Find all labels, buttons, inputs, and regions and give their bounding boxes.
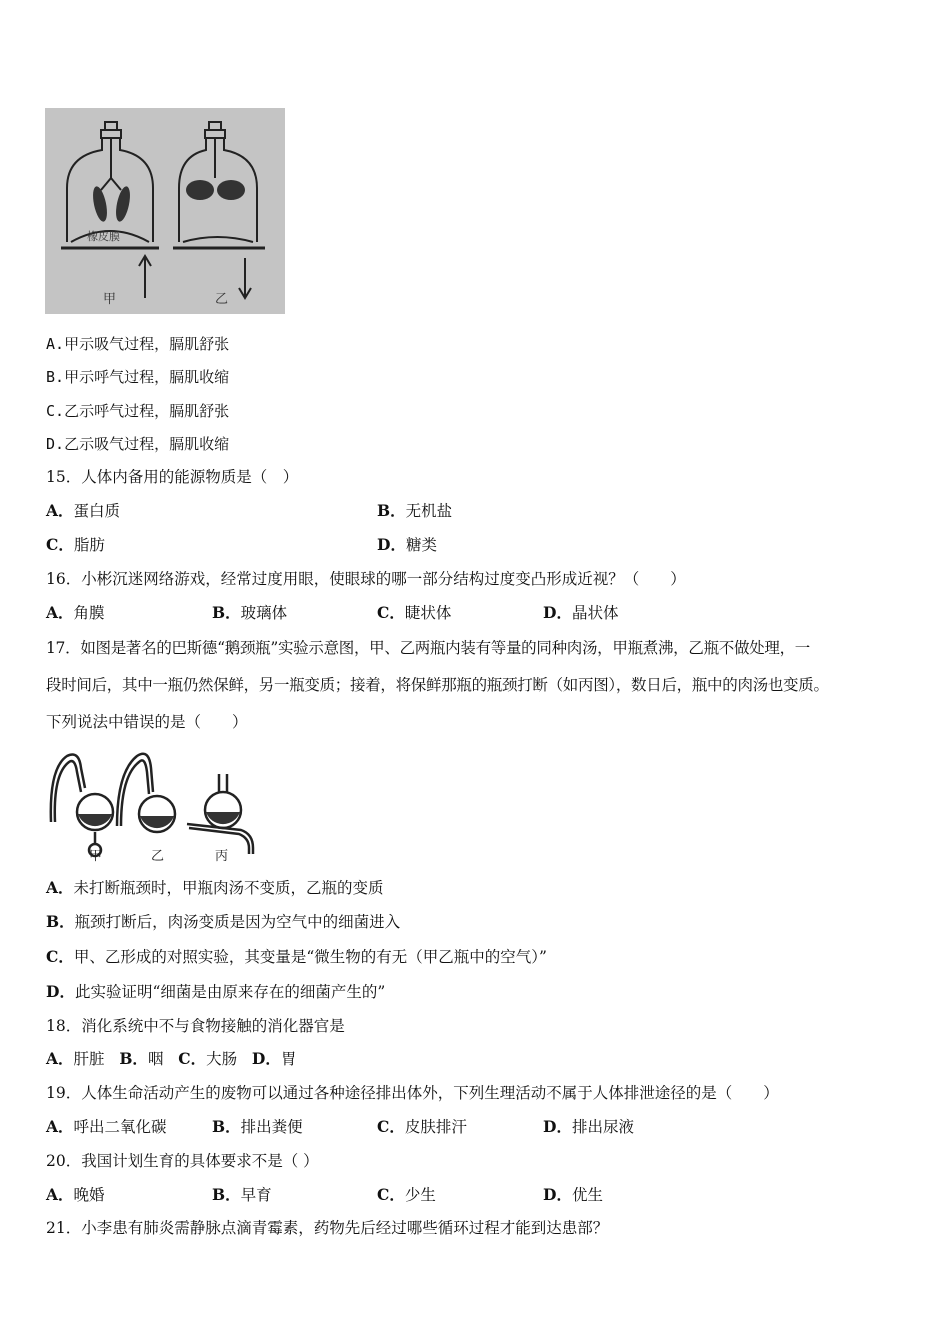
q19-stem: 19．人体生命活动产生的废物可以通过各种途径排出体外，下列生理活动不属于人体排泄途径的是（ ） [46, 1084, 779, 1102]
q15-option-d: D．糖类 [377, 535, 437, 554]
q20-option-d: D．优生 [543, 1185, 603, 1204]
q19-option-b: B．排出粪便 [212, 1117, 303, 1136]
q18-options: A．肝脏 B．咽 C．大肠 D．胃 [46, 1049, 297, 1068]
q14-option-c: C.乙示呼气过程，膈肌舒张 [46, 402, 230, 420]
q17-option-a: A．未打断瓶颈时，甲瓶肉汤不变质，乙瓶的变质 [46, 878, 384, 897]
figure-label-yi: 乙 [151, 849, 165, 864]
q20-stem: 20．我国计划生育的具体要求不是（ ） [46, 1152, 319, 1170]
q16-stem: 16．小彬沉迷网络游戏，经常过度用眼，使眼球的哪一部分结构过度变凸形成近视？（ ） [46, 570, 686, 588]
q20-option-a: A．晚婚 [46, 1185, 105, 1204]
q16-option-a: A．角膜 [46, 603, 105, 622]
figure-label-jia: 甲 [103, 292, 117, 307]
q16-option-c: C．睫状体 [377, 603, 452, 622]
q15-option-a: A．蛋白质 [46, 501, 121, 520]
q15-option-c: C．脂肪 [46, 535, 105, 554]
figure-label-yi: 乙 [215, 292, 229, 307]
svg-text:橡皮膜: 橡皮膜 [87, 230, 120, 243]
q20-option-b: B．早育 [212, 1185, 272, 1204]
figure-label-bing: 丙 [215, 849, 229, 864]
figure-label-jia: 甲 [89, 849, 103, 864]
q16-option-d: D．晶状体 [543, 603, 619, 622]
q17-stem-line-3: 下列说法中错误的是（ ） [46, 713, 248, 731]
q17-option-c: C．甲、乙形成的对照实验，其变量是“微生物的有无（甲乙瓶中的空气）” [46, 947, 547, 966]
q15-stem: 15．人体内备用的能源物质是（ ） [46, 468, 299, 486]
q17-stem-line-1: 17．如图是著名的巴斯德“鹅颈瓶”实验示意图，甲、乙两瓶内装有等量的同种肉汤，甲瓶煮沸，乙瓶不做处理，一 [46, 639, 810, 657]
q14-option-a: A.甲示吸气过程，膈肌舒张 [46, 335, 230, 353]
q17-stem-line-2: 段时间后，其中一瓶仍然保鲜，另一瓶变质；接着，将保鲜那瓶的瓶颈打断（如丙图），数日后，瓶中的肉汤也变质。 [46, 676, 829, 694]
q19-option-c: C．皮肤排汗 [377, 1117, 467, 1136]
q19-option-a: A．呼出二氧化碳 [46, 1117, 167, 1136]
q20-option-c: C．少生 [377, 1185, 436, 1204]
q14-option-b: B.甲示呼气过程，膈肌收缩 [46, 368, 230, 386]
q21-stem: 21．小李患有肺炎需静脉点滴青霉素，药物先后经过哪些循环过程才能到达患部？ [46, 1219, 609, 1237]
q19-option-d: D．排出尿液 [543, 1117, 634, 1136]
swan-neck-flask-figure [45, 748, 265, 864]
q17-option-b: B．瓶颈打断后，肉汤变质是因为空气中的细菌进入 [46, 912, 401, 931]
q18-stem: 18．消化系统中不与食物接触的消化器官是 [46, 1017, 345, 1035]
bell-jar-breathing-figure [45, 108, 285, 314]
q14-option-d: D.乙示吸气过程，膈肌收缩 [46, 435, 230, 453]
q17-option-d: D．此实验证明“细菌是由原来存在的细菌产生的” [46, 982, 386, 1001]
q15-option-b: B．无机盐 [377, 501, 453, 520]
q16-option-b: B．玻璃体 [212, 603, 288, 622]
